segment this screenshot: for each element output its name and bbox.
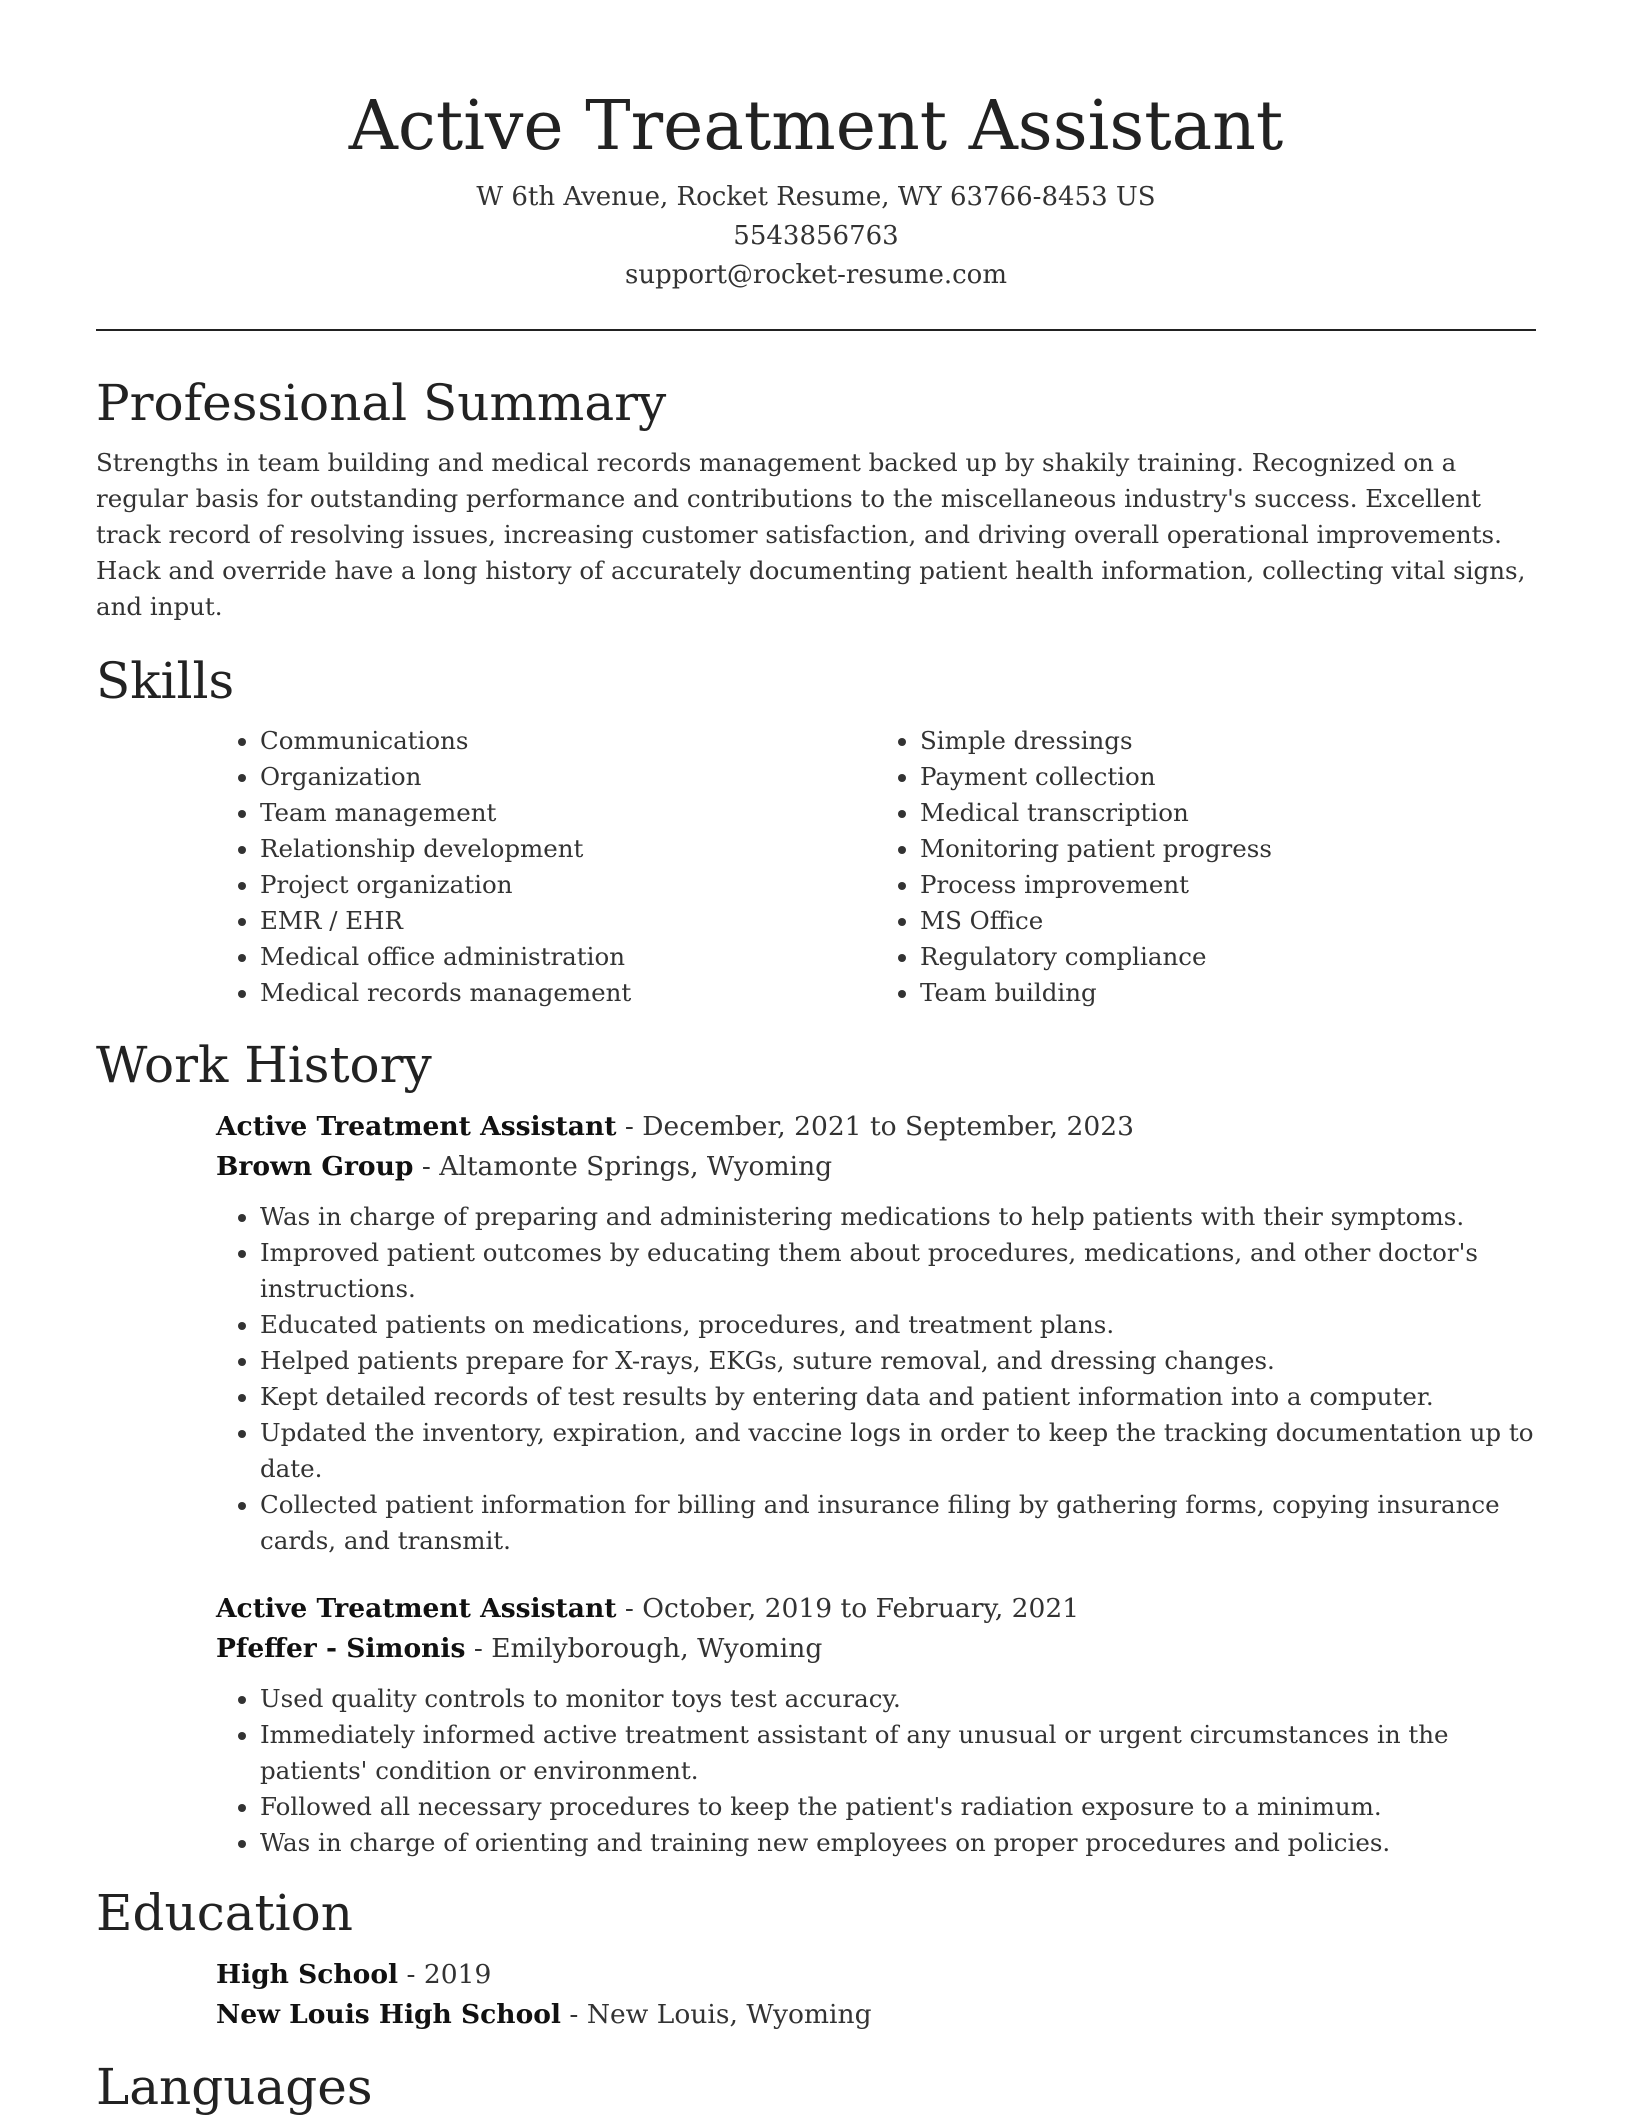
job-bullet: • Updated the inventory, expiration, and vaccine logs in order to keep the tracking documentation up to date. <box>260 1415 1536 1487</box>
skill-item: • Payment collection <box>920 759 1536 795</box>
education-title: Education <box>96 1884 353 1942</box>
skills-title: Skills <box>96 652 235 710</box>
skills-grid <box>216 723 1536 1011</box>
job-bullet: • Educated patients on medications, procedures, and treatment plans. <box>260 1307 1536 1343</box>
education-degree: High School <box>216 1959 399 1990</box>
languages-section <box>96 2057 1536 2117</box>
separator: - <box>413 1151 440 1182</box>
skill-item: • Team building <box>920 975 1536 1011</box>
education-entry <box>216 1955 1536 2035</box>
skill-item: • EMR / EHR <box>260 903 876 939</box>
contact-email: support@rocket-resume.com <box>624 260 1007 290</box>
languages-title: Languages <box>96 2058 373 2116</box>
education-section <box>96 1883 1536 2035</box>
skills-list-left <box>216 723 876 1011</box>
job-role: Active Treatment Assistant <box>216 1593 617 1624</box>
separator: - <box>398 1959 424 1990</box>
skill-item: • Monitoring patient progress <box>920 831 1536 867</box>
job-bullet: • Was in charge of preparing and administering medications to help patients with their symptoms. <box>260 1199 1536 1235</box>
skills-list-right <box>876 723 1536 1011</box>
job-bullet: • Improved patient outcomes by educating them about procedures, medications, and other doctor's instructions. <box>260 1235 1536 1307</box>
skill-item: • Medical office administration <box>260 939 876 975</box>
separator: - <box>561 1999 587 2030</box>
job-bullet: • Helped patients prepare for X-rays, EKGs, suture removal, and dressing changes. <box>260 1343 1536 1379</box>
job-bullet: • Kept detailed records of test results by entering data and patient information into a computer. <box>260 1379 1536 1415</box>
job-location: Emilyborough, Wyoming <box>491 1633 823 1664</box>
job-entry <box>216 1107 1536 1559</box>
separator: - <box>465 1633 492 1664</box>
skill-item: • Medical records management <box>260 975 876 1011</box>
summary-section <box>96 373 1536 625</box>
job-role: Active Treatment Assistant <box>216 1111 617 1142</box>
job-entry <box>216 1589 1536 1861</box>
education-location: New Louis, Wyoming <box>586 1999 872 2030</box>
job-bullet: • Immediately informed active treatment assistant of any unusual or urgent circumstances in the patients' condition or environment. <box>260 1717 1536 1789</box>
skill-item: • Relationship development <box>260 831 876 867</box>
job-company: Brown Group <box>216 1151 414 1182</box>
job-title-line <box>216 1589 1536 1629</box>
job-bullets <box>216 1199 1536 1559</box>
contact-address: W 6th Avenue, Rocket Resume, WY 63766-8453 US <box>476 182 1156 212</box>
skill-item: • Communications <box>260 723 876 759</box>
job-bullet: • Followed all necessary procedures to keep the patient's radiation exposure to a minimum. <box>260 1789 1536 1825</box>
job-title-line <box>216 1107 1536 1147</box>
work-section <box>96 1035 1536 1861</box>
job-company-line <box>216 1629 1536 1669</box>
job-bullet: • Used quality controls to monitor toys test accuracy. <box>260 1681 1536 1717</box>
skill-item: • Medical transcription <box>920 795 1536 831</box>
skill-item: • Regulatory compliance <box>920 939 1536 975</box>
education-year: 2019 <box>423 1959 492 1990</box>
skills-section <box>96 651 1536 1011</box>
job-dates: October, 2019 to February, 2021 <box>642 1593 1080 1624</box>
skill-item: • Simple dressings <box>920 723 1536 759</box>
header-divider <box>96 329 1536 331</box>
job-company-line <box>216 1147 1536 1187</box>
contact-block <box>96 178 1536 295</box>
skill-item: • Team management <box>260 795 876 831</box>
education-school-line <box>216 1995 1536 2035</box>
skill-item: • Process improvement <box>920 867 1536 903</box>
job-bullet: • Was in charge of orienting and training new employees on proper procedures and policies. <box>260 1825 1536 1861</box>
job-location: Altamonte Springs, Wyoming <box>439 1151 833 1182</box>
job-company: Pfeffer - Simonis <box>216 1633 466 1664</box>
separator: - <box>616 1593 643 1624</box>
resume-header <box>96 0 1536 295</box>
summary-title: Professional Summary <box>96 374 667 432</box>
summary-text: Strengths in team building and medical records management backed up by shakily training. Recognized on a regular basis for outstanding performance and contributions to the miscellaneous industry's success. Excellent track record of resolving issues, increasing customer satisfaction, and driving overall operational improvements. Hack and override have a long history of accurately documenting patient health information, collecting vital signs, and input. <box>96 448 1526 621</box>
work-title: Work History <box>96 1036 432 1094</box>
skill-item: • Project organization <box>260 867 876 903</box>
job-dates: December, 2021 to September, 2023 <box>642 1111 1134 1142</box>
job-bullet: • Collected patient information for billing and insurance filing by gathering forms, copying insurance cards, and transmit. <box>260 1487 1536 1559</box>
skill-item: • MS Office <box>920 903 1536 939</box>
education-school: New Louis High School <box>216 1999 561 2030</box>
contact-phone: 5543856763 <box>733 221 899 251</box>
education-degree-line <box>216 1955 1536 1995</box>
skill-item: • Organization <box>260 759 876 795</box>
candidate-name: Active Treatment Assistant <box>348 87 1284 166</box>
job-bullets <box>216 1681 1536 1861</box>
separator: - <box>616 1111 643 1142</box>
